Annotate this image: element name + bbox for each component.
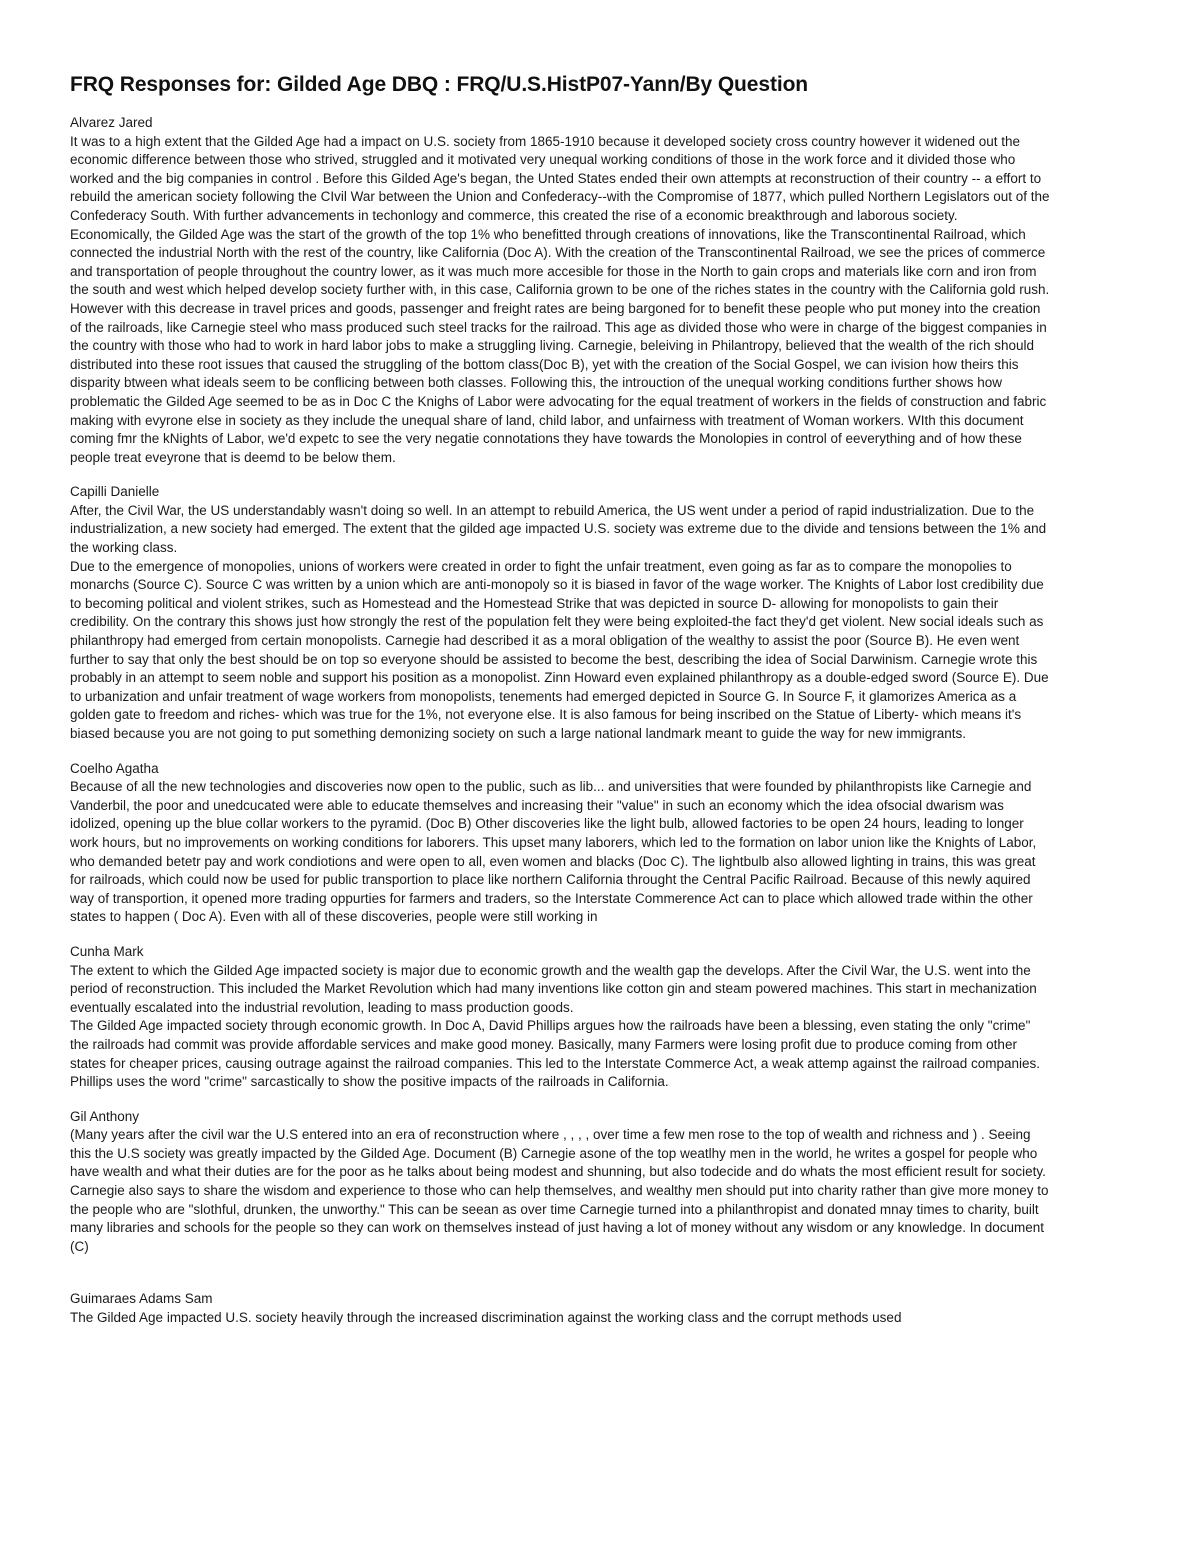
document-page	[70, 70, 1052, 1344]
student-name: Capilli Danielle	[70, 484, 160, 500]
response-paragraph: The Gilded Age impacted society through economic growth. In Doc A, David Phillips argues how the railroads have been a blessing, even stating the only "crime" the railroads had commit was provide affordable services and make good money. Basically, many Farmers were losing profit due to produce coming from other states for cheaper prices, causing outrage against the railroad companies. This led to the Interstate Commerce Act, a weak attemp against the railroad companies. Phillips uses the word "crime" sarcastically to show the positive impacts of the railroads in California.	[70, 1018, 1041, 1090]
response-paragraph: Economically, the Gilded Age was the start of the growth of the top 1% who benefitted through creations of innovations, like the Transcontinental Railroad, which connected the industrial North with the rest of the country, like California (Doc A). With the creation of the Transcontinental Railroad, we see the prices of commerce and transportation of people throughout the country lower, as it was much more accesible for those in the North to gain crops and materials like corn and iron from the south and west which helped develop society further with, in this case, California grown to be one of the riches states in the country with the California gold rush. However with this decrease in travel prices and goods, passenger and freight rates are being bargoned for to benefit these people who put money into the creation of the railroads, like Carnegie steel who mass produced such steel tracks for the railroad. This age as divided those who were in charge of the biggest companies in the country with those who had to work in hard labor jobs to make a struggling living. Carnegie, beleiving in Philantropy, believed that the wealth of the rich should distributed into these root issues that caused the struggling of the bottom class(Doc B), yet with the creation of the Social Gospel, we can ivision how theirs this disparity btween what ideals seem to be conflicing between both classes. Following this, the introuction of the unequal working conditions further shows how problematic the Gilded Age seemed to be as in Doc C the Knighs of Labor were advocating for the equal treatment of workers in the fields of construction and fabric making with evyrone else in society as they include the unequal share of land, child labor, and unfairness with treatment of Woman workers. WIth this document coming fmr the kNights of Labor, we'd expetc to see the very negatie connotations they have towards the Monolopies in control of eeverything and of how these people treat eveyrone that is deemd to be below them.	[70, 226, 1050, 465]
page-title: FRQ Responses for: Gilded Age DBQ : FRQ/U.S.HistP07-Yann/By Question	[70, 73, 809, 96]
response-paragraph: Due to the emergence of monopolies, unions of workers were created in order to fight the unfair treatment, even going as far as to compare the monopolies to monarchs (Source C). Source C was written by a union which are anti-monopoly so it is biased in favor of the wage worker. The Knights of Labor lost credibility due to becoming political and violent strikes, such as Homestead and the Homestead Strike that was depicted in source D- allowing for monopolists to gain their credibility. On the contrary this shows just how strongly the rest of the population felt they were being exploited-the fact they'd get violent. New social ideals such as philanthropy had emerged from certain monopolists. Carnegie had described it as a moral obligation of the wealthy to assist the poor (Source B). He even went further to say that only the best should be on top so everyone should be assisted to become the best, describing the idea of Social Darwinism. Carnegie wrote this probably in an attempt to seem noble and support his position as a monopolist. Zinn Howard even explained philanthropy as a double-edged sword (Source E). Due to urbanization and unfair treatment of wage workers from monopolists, tenements had emerged depicted in Source G. In Source F, it glamorizes America as a golden gate to freedom and riches- which was true for the 1%, not everyone else. It is also famous for being inscribed on the Statue of Liberty- which means it's biased because you are not going to put something demonizing society on such a large national landmark meant to guide the way for new immigrants.	[70, 558, 1049, 741]
response-alvarez-jared	[70, 114, 1052, 467]
student-name: Coelho Agatha	[70, 760, 159, 776]
response-guimaraes-adams-sam	[70, 1290, 1052, 1327]
response-gil-anthony	[70, 1108, 1052, 1257]
response-paragraph: It was to a high extent that the Gilded Age had a impact on U.S. society from 1865-1910 because it developed society cross country however it widened out the economic difference between those who strived, struggled and it motivated very unequal working conditions of those in the work force and it divided those who worked and the big companies in control . Before this Gilded Age's began, the Unted States ended their own attempts at reconstruction of their country -- a effort to rebuild the american society following the CIvil War between the Union and Confederacy--with the Compromise of 1877, which pulled Northern Legislators out of the Confederacy South. With further advancements in techonlogy and commerce, this created the rise of a economic breakthrough and laborous society.	[70, 133, 1050, 223]
response-capilli-danielle	[70, 483, 1052, 743]
student-name: Guimaraes Adams Sam	[70, 1291, 213, 1307]
student-name: Alvarez Jared	[70, 115, 153, 130]
response-cunha-mark	[70, 943, 1052, 1092]
response-paragraph: After, the Civil War, the US understandably wasn't doing so well. In an attempt to rebuild America, the US went under a period of rapid industrialization. Due to the industrialization, a new society had emerged. The extent that the gilded age impacted U.S. society was extreme due to the divide and tensions between the 1% and the working class.	[70, 502, 1047, 556]
response-coelho-agatha	[70, 760, 1052, 927]
student-name: Cunha Mark	[70, 943, 144, 959]
response-paragraph: The Gilded Age impacted U.S. society heavily through the increased discrimination against the working class and the corrupt methods used	[70, 1310, 902, 1326]
student-name: Gil Anthony	[70, 1108, 140, 1124]
response-paragraph: (Many years after the civil war the U.S entered into an era of reconstruction where , , , , over time a few men rose to the top of wealth and richness and ) . Seeing this the U.S society was greatly impacted by the Gilded Age. Document (B) Carnegie asone of the top weatlhy men in the world, he writes a gospel for people who have wealth and what their duties are for the poor as he talks about being modest and shunning, but also todecide and do whats the most efficient result for society. Carnegie also says to share the wisdom and experience to those who can help themselves, and wealthy men should put into charity rather than give more money to the people who are "slothful, drunken, the unworthy." This can be seean as over time Carnegie turned into a philanthropist and donated mnay times to charity, built many libraries and schools for the people so they can work on themselves instead of just having a lot of money without any wisdom or any knowledge. In document (C)	[70, 1127, 1049, 1254]
response-paragraph: The extent to which the Gilded Age impacted society is major due to economic growth and the wealth gap the develops. After the Civil War, the U.S. went into the period of reconstruction. This included the Market Revolution which had many inventions like cotton gin and steam powered machines. This start in mechanization eventually escalated into the industrial revolution, leading to mass production goods.	[70, 962, 1037, 1015]
response-paragraph: Because of all the new technologies and discoveries now open to the public, such as lib... and universities that were founded by philanthropists like Carnegie and Vanderbil, the poor and unedcucated were able to educate themselves and increasing their "value" in such an economy which the idea ofsocial dwarism was idolized, opening up the blue collar workers to the pyramid. (Doc B) Other discoveries like the light bulb, allowed factories to be open 24 hours, leading to longer work hours, but no improvements on working conditions for laborers. This upset many laborers, which led to the formation on labor union like the Knights of Labor, who demanded betetr pay and work condiotions and were open to all, even women and blacks (Doc C). The lightbulb also allowed lighting in trains, this was great for railroads, which could now be used for public transportion to place like northern California throught the Central Pacific Railroad. Because of this newly aquired way of transportion, it opened more trading oppurties for farmers and traders, so the Interstate Commerence Act can to place which allowed trade within the other states to happen ( Doc A). Even with all of these discoveries, people were still working in	[70, 779, 1037, 925]
